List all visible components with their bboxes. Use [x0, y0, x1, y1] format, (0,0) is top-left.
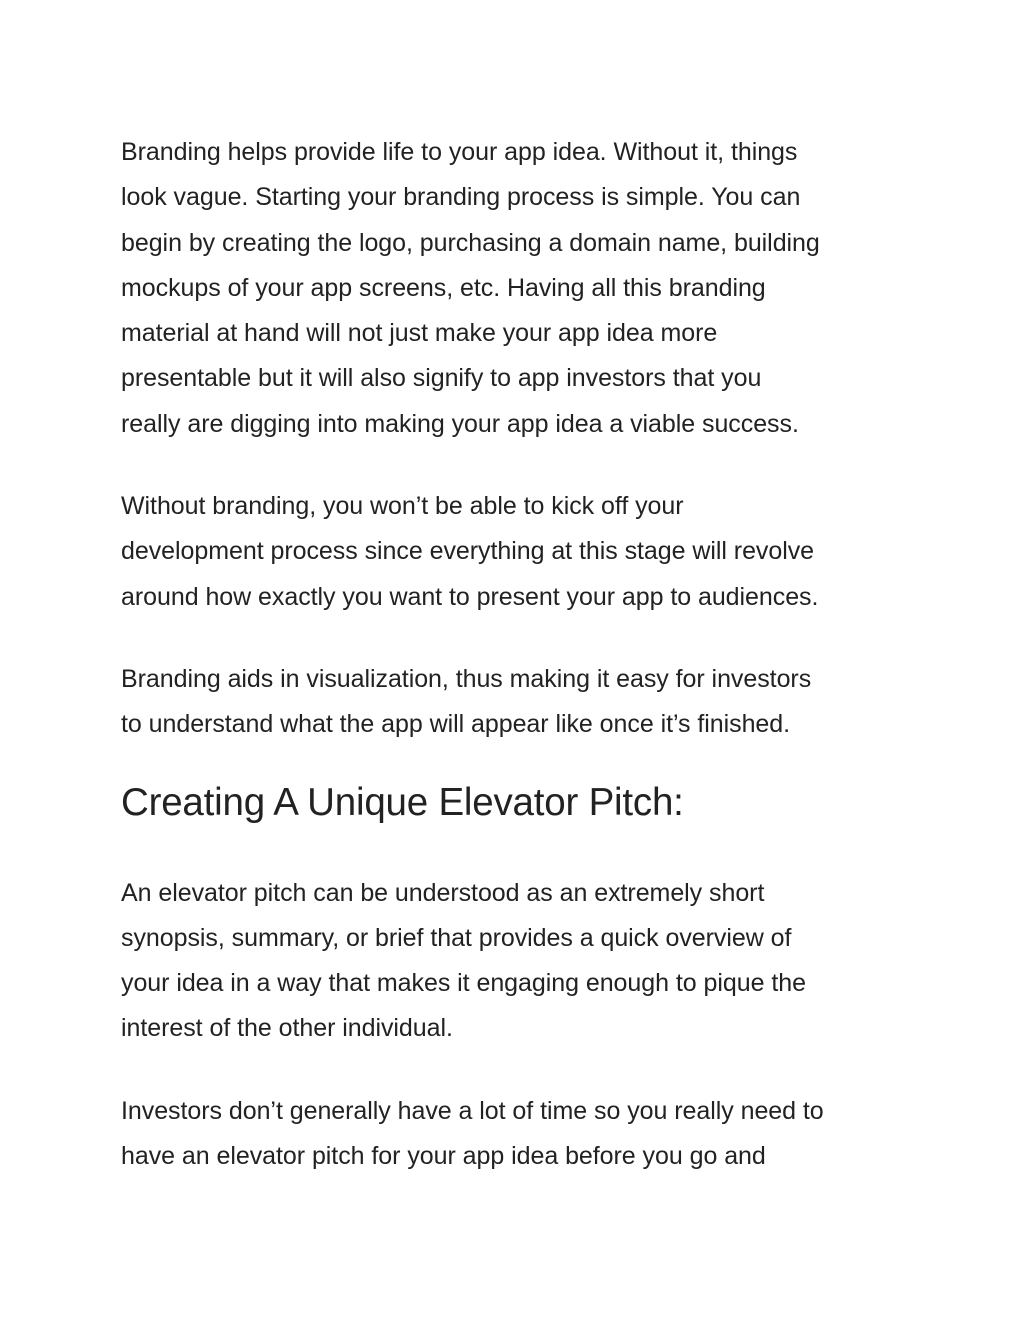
text-line: around how exactly you want to present your app to audiences.	[121, 582, 819, 611]
text-line: Branding aids in visualization, thus making it easy for investors	[121, 664, 812, 693]
paragraph-without-branding	[121, 484, 914, 620]
text-line: synopsis, summary, or brief that provides a quick overview of	[121, 923, 792, 952]
text-line: Branding helps provide life to your app idea. Without it, things	[121, 138, 798, 166]
text-line: interest of the other individual.	[121, 1014, 453, 1043]
text-line: Without branding, you won’t be able to kick off your	[121, 492, 684, 521]
paragraph-investors-time	[121, 1089, 914, 1180]
text-line: development process since everything at this stage will revolve	[121, 537, 815, 566]
section-heading: Creating A Unique Elevator Pitch:	[121, 780, 684, 824]
text-line: begin by creating the logo, purchasing a domain name, building	[121, 228, 820, 257]
text-line: really are digging into making your app idea a viable success.	[121, 409, 799, 438]
text-line: have an elevator pitch for your app idea before you go and	[121, 1142, 766, 1171]
text-line: look vague. Starting your branding process is simple. You can	[121, 183, 801, 212]
text-line: presentable but it will also signify to app investors that you	[121, 364, 762, 393]
text-line: material at hand will not just make your app idea more	[121, 319, 718, 348]
text-line: An elevator pitch can be understood as an extremely short	[121, 878, 765, 907]
text-line: Investors don’t generally have a lot of time so you really need to	[121, 1096, 824, 1125]
text-line: mockups of your app screens, etc. Having all this branding	[121, 273, 766, 302]
paragraph-branding-intro	[121, 130, 914, 447]
paragraph-branding-visualization	[121, 657, 914, 748]
paragraph-elevator-pitch-definition	[121, 871, 914, 1052]
text-line: your idea in a way that makes it engaging enough to pique the	[121, 969, 806, 998]
text-line: to understand what the app will appear like once it’s finished.	[121, 710, 791, 739]
